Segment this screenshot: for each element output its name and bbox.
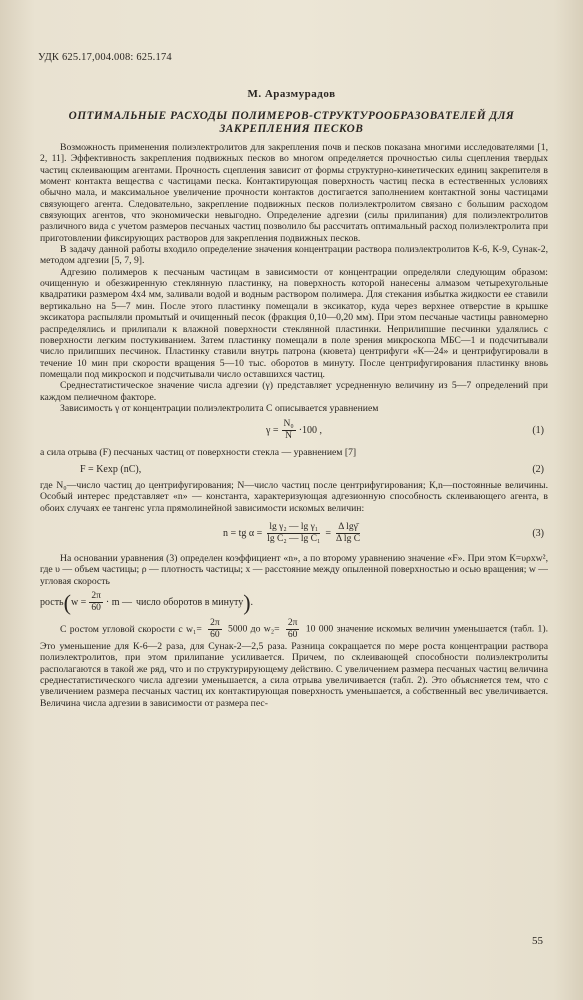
w1-denominator: 60 <box>210 630 220 640</box>
udk-code: УДК 625.17,004.008: 625.174 <box>38 52 172 63</box>
w-lhs: w = <box>70 596 87 608</box>
paragraph-intro: Возможность применения полиэлектролитов для закрепления почв и песков показана многими исследователями [1, 2, 11]. Эффективность закрепления подвижных песков во многом определяется прочностью силы сцепления твердых частиц склеивающим агентами. Прочность сцепления зависит от формы структурно-кинетических единиц закрепителя в момент контакта вещества с частицами песка. Контактирующая поверхность частиц песка в естественных условиях обычно мала, и максимальное увеличение прочности контактов достигается заполнением контактной зоны частицами связующего агента. Следовательно, закрепление подвижных песков полиэлектролитом связано с большим расходом связующих агентов, что экономически невыгодно. Определение адгезии (силы прилипания) для полиэлектролитов различного вида с учетом размеров песчаных частиц позволило бы рассчитать оптимальный расход полиэлектролита при приготовлении фиксирующих растворов для закрепления подвижных песков. <box>40 142 548 244</box>
w-rpm-text: число оборотов в минуту <box>135 596 244 608</box>
w-prefix: рость <box>40 596 64 608</box>
w2-denominator: 60 <box>287 630 298 640</box>
eq1-denominator: N <box>285 431 293 442</box>
w2-numerator: 2π <box>287 618 298 628</box>
paragraph-force: а сила отрыва (F) песчаных частиц от поверхности стекла — уравнением [7] <box>40 447 357 459</box>
paragraph-adhesion-number: Среднестатистическое значение числа адгезии (γ) представляет усредненную величину из 5—7 определений при каждом пелиечном факторе. <box>40 380 548 403</box>
eq3-denominator-2: Δ lg C <box>335 533 361 544</box>
paragraph-results <box>40 618 548 709</box>
paragraph-task: В задачу данной работы входило определение значения концентрации раствора полиэлектролитов К-6, К-9, Сунак-2, методом адгезии [5, 7, 9]. <box>40 244 548 267</box>
w2-fraction <box>286 618 300 641</box>
eq3-lhs: n = tg α = <box>222 527 263 539</box>
eq2-text: F = Kexp (nC), <box>80 463 142 475</box>
eq3-equals: = <box>325 527 331 539</box>
article-body <box>40 142 548 709</box>
paragraph-dependence: Зависимость γ от концентрации полиэлектролита С описывается уравнением <box>60 402 379 414</box>
eq3-number: (3) <box>532 527 544 539</box>
eq1-number: (1) <box>532 425 544 437</box>
w1-fraction <box>208 618 222 641</box>
w-middle: · m — <box>105 596 132 608</box>
eq1-lhs: γ = <box>265 425 279 437</box>
eq2-number: (2) <box>532 463 544 475</box>
eq3-fraction-2 <box>334 522 362 545</box>
equation-3 <box>40 522 548 545</box>
w-denominator: 60 <box>91 603 101 613</box>
results-text-a: С ростом угловой скорости с w₁= <box>60 623 202 635</box>
equation-1 <box>40 419 548 442</box>
author-name: М. Аразмурадов <box>247 88 336 100</box>
paragraph-definitions: где N₀—число частиц до центрифугирования; N—число частиц после центрифугирования; К,n—постоянные величины. Особый интерес представляет «n» — константа, характеризующая адгезионную способность склеивающего агента, в обоих случаях ее тангенс угла прямолинейной зависимости искомых величин: <box>40 479 548 514</box>
eq1-numerator: N₀ <box>283 419 294 430</box>
article-title: ОПТИМАЛЬНЫЕ РАСХОДЫ ПОЛИМЕРОВ-СТРУКТУРООБРАЗОВАТЕЛЕЙ ДЛЯ ЗАКРЕПЛЕНИЯ ПЕСКОВ <box>68 110 515 135</box>
eq1-fraction <box>282 419 296 442</box>
close-paren: ) <box>243 589 251 615</box>
w1-numerator: 2π <box>210 618 220 628</box>
results-text-c: 10 000 значение искомых величин уменьшается (табл. 1). Это уменьшение для К-6—2 раза, для Сунак-2—2,5 раза. Разница сокращается по мере роста концентрации раствора полиэлектролитов, при этом прилипание усиливается. Причем, по склеивающей способности полиэлектролиты располагаются в такой же ряд, что и по структурирующему действию. С увеличением размера песчаных частиц величина среднестатистического числа адгезии уменьшается, а сила отрыва увеличивается (табл. 2). Это объясняется тем, что с увеличением размера песчаных частиц их контактирующая поверхность уменьшается, а собственный вес увеличивается. Величина числа адгезии в зависимости от размера пес- <box>40 623 549 709</box>
eq1-tail: ·100 , <box>298 425 323 437</box>
eq3-numerator-1: lg γ₂ — lg γ₁ <box>269 521 319 532</box>
paragraph-coefficient: На основании уравнения (3) определен коэффициент «n», а по второму уравнению значение «F». При этом К=υρxw², где υ — объем частицы; ρ — плотность частицы; x — расстояние между опыленной поверхностью и осью вращения; w — угловая скорость <box>40 552 548 587</box>
equation-angular-velocity: рость ( w = $\frac{2\pi}{60}$ · m — число оборотов в минуту ) . <box>40 589 254 615</box>
paragraph-method: Адгезию полимеров к песчаным частицам в зависимости от концентрации определяли следующим образом: очищенную и обезжиренную стеклянную пластинку, на поверхность которой нанесены алмазом четырехугольные квадратики размером 4х4 мм, заливали водой и водным раствором полимера. Для стекания избытка жидкости ее ставили вертикально на 5—7 мин. После этого пластинку помещали в эксикатор, куда через верхнее отверстие в крышке эксикатора распыляли промытый и очищенный песок (фракция 0,10—0,20 мм). При этом песчаные частицы равномерно распределялись и прилипали к влажной поверхности стеклянной пластинки. Неприлипшие песчинки удалялись с поверхности легким постукиванием. Затем пластинку помещали в поле зрения микроскопа МБС—1 и подсчитывали число прилипших песчинок. Пластинку ставили внутрь патрона (кювета) центрифуги «К—24» и центрифугировали в течение 10 мин при скорости вращения 5—10 тыс. оборотов в минуту. После центрифугирования пластинку вновь помещали под микроскоп и подсчитывали число оставшихся частиц. <box>40 266 548 380</box>
equation-2 <box>40 464 548 475</box>
open-paren: ( <box>63 589 71 615</box>
eq3-denominator-1: lg C₂ — lg C₁ <box>267 533 321 544</box>
w-fraction <box>89 591 103 614</box>
results-text-b: 5000 до w₂= <box>227 623 280 635</box>
eq3-numerator-2: Δ lgγ̄ <box>338 521 358 532</box>
eq3-fraction-1 <box>265 522 322 545</box>
w-numerator: 2π <box>91 591 101 601</box>
page-number: 55 <box>532 935 543 947</box>
